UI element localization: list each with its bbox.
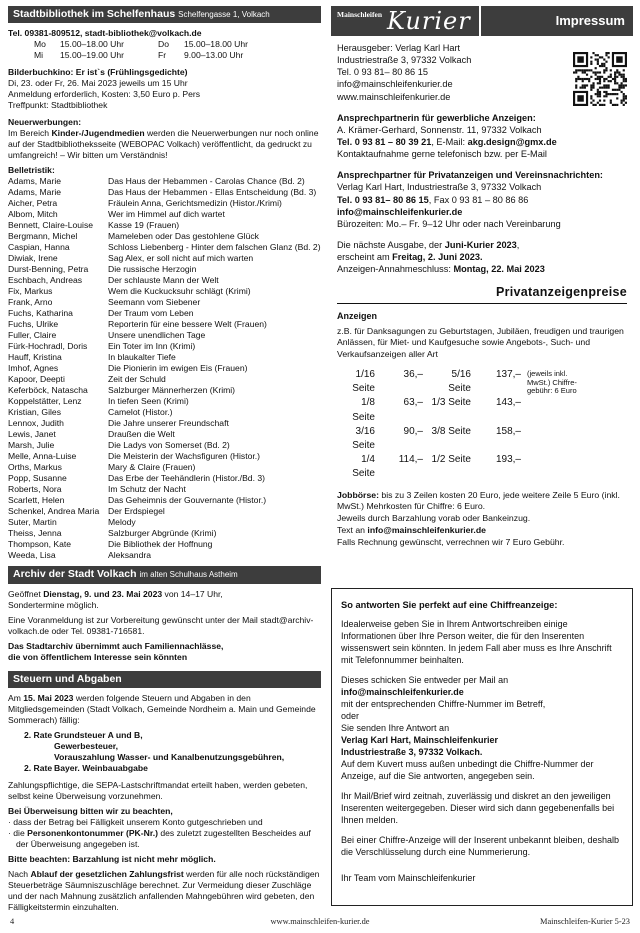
taxes-intro: Am 15. Mai 2023 werden folgende Steuern und Abgaben in den Mitgliedsgemeinden (Stadt Volkach, Gemeinde Nordheim a. Main und Gemeinde Sommerach) fällig: xyxy=(8,693,316,726)
taxes-cash-note: Bitte beachten: Barzahlung ist nicht mehr möglich. xyxy=(8,854,216,865)
book-title: Aleksandra xyxy=(108,550,151,561)
book-author: Suter, Martin xyxy=(8,517,57,528)
book-title: Wer im Himmel auf dich wartet xyxy=(108,209,225,220)
library-hours xyxy=(8,39,321,61)
price-value: 143,– xyxy=(495,397,521,409)
price-value: 193,– xyxy=(495,454,521,466)
book-title: Das Erbe der Teehändlerin (Histor./Bd. 3) xyxy=(108,473,265,484)
fiction-heading: Belletristik: xyxy=(8,165,55,176)
book-author: Adams, Marie xyxy=(8,176,62,187)
tax-rate-1: 2. Rate Grundsteuer A und B, Gewerbesteuer, Vorauszahlung Wasser- und Kanalbenutzungsgebühren, xyxy=(24,730,285,763)
kids-event-details xyxy=(8,78,321,111)
book-title: Die Jahre unserer Freundschaft xyxy=(108,418,229,429)
book-author: Roberts, Nora xyxy=(8,484,62,495)
footer-url[interactable]: www.mainschleifen-kurier.de xyxy=(270,917,370,926)
price-size: 3/16 Seite xyxy=(352,425,375,452)
book-author: Durst-Benning, Petra xyxy=(8,264,89,275)
archive-note-1: Das Stadtarchiv übernimmt auch Familiennachlässe, xyxy=(8,640,224,651)
book-title: Das Geheimnis der Gouvernante (Histor.) xyxy=(108,495,267,506)
price-table xyxy=(337,368,627,482)
archive-header xyxy=(8,566,321,583)
new-acquisitions-text: Im Bereich Kinder-/Jugendmedien werden die Neuerwerbungen nur noch online auf der Stadtbibliotheksseite (WEBOPAC Volkach) veröffentlicht, da gedruckt zu umfangreich! – Wir bitten um Verständnis! xyxy=(8,128,319,161)
kids-event-title: Bilderbuchkino: Er ist`s (Frühlingsgedichte) xyxy=(8,67,188,78)
book-title: Schloss Liebenberg - Hinter dem falschen Glanz (Bd. 2) xyxy=(108,242,321,253)
price-size: 1/8 Seite xyxy=(352,397,375,423)
book-author: Lennox, Judith xyxy=(8,418,64,429)
book-author: Popp, Susanne xyxy=(8,473,67,484)
book-title: Mary & Claire (Frauen) xyxy=(108,462,196,473)
book-author: Scarlett, Helen xyxy=(8,495,65,506)
archive-title: Archiv der Stadt Volkach xyxy=(13,568,137,581)
book-author: Imhof, Agnes xyxy=(8,363,59,374)
taxes-bullet: · dass der Betrag bei Fälligkeit unserem Konto gutgeschrieben und xyxy=(8,817,263,828)
private-ads xyxy=(331,310,633,548)
book-title: In tiefen Seen (Krimi) xyxy=(108,396,189,407)
chiffre-p3: Ihr Mail/Brief wird zeitnah, zuverlässig und diskret an den jeweiligen Inserenten weitergegeben. Dieser wird sich dann gegebenenfalls bei Ihnen melden. xyxy=(341,790,615,825)
book-author: Lewis, Janet xyxy=(8,429,56,440)
hours-cell: 15.00–19.00 Uhr xyxy=(60,50,125,61)
footer-issue: Mainschleifen-Kurier 5-23 xyxy=(540,917,630,926)
book-author: Kristian, Giles xyxy=(8,407,62,418)
book-author: Melle, Anna-Luise xyxy=(8,451,77,462)
book-author: Bergmann, Michel xyxy=(8,231,78,242)
book-author: Schenkel, Andrea Maria xyxy=(8,506,100,517)
tax-rate-2: 2. Rate Bayer. Weinbauabgabe xyxy=(24,763,148,774)
book-author: Fuller, Claire xyxy=(8,330,57,341)
kids-event-line: Anmeldung erforderlich, Kosten: 3,50 Euro p. Pers xyxy=(8,89,201,100)
library-header xyxy=(8,6,321,23)
book-author: Marsh, Julie xyxy=(8,440,55,451)
book-author: Orths, Markus xyxy=(8,462,62,473)
archive-opening: Geöffnet Dienstag, 9. und 23. Mai 2023 von 14–17 Uhr, xyxy=(8,588,223,599)
hours-cell: Do xyxy=(158,39,169,50)
book-title: Kasse 19 (Frauen) xyxy=(108,220,180,231)
price-value: 158,– xyxy=(495,425,521,437)
hours-cell: 15.00–18.00 Uhr xyxy=(184,39,249,50)
commercial-ads-contact: Ansprechpartnerin für gewerbliche Anzeigen: A. Krämer-Gerhard, Sonnenstr. 11, 97332 Volkach Tel. 0 93 81 – 80 39 21, E-Mail: akg.design@gmx.de Kontaktaufnahme gerne telefonisch bzw. per E-Mail xyxy=(337,112,557,160)
taxes-title: Steuern und Abgaben xyxy=(13,672,122,685)
library-contact: Tel. 09381-809512, stadt-bibliothek@volkach.de xyxy=(8,28,202,39)
archive-special: Sondertermine möglich. xyxy=(8,599,99,610)
book-title: Die Bibliothek der Hoffnung xyxy=(108,539,213,550)
price-value: 36,– xyxy=(403,369,423,381)
book-title: Die Pionierin im ewigen Eis (Frauen) xyxy=(108,363,248,374)
kurier-logo: Mainschleifen Kurier xyxy=(331,6,479,36)
publisher-block: Herausgeber: Verlag Karl Hart Industriestraße 3, 97332 Volkach Tel. 0 93 81– 80 86 15 info@mainschleifenkurier.de www.mainschleifenkurier.de xyxy=(337,43,472,102)
ads-description: z.B. für Danksagungen zu Geburtstagen, Jubiläen, freudigen und traurigen Anlässen, für Miet- und Kaufgesuche sowie Angebots-, Such- und Verkaufsanzeigen aller Art xyxy=(337,325,624,360)
book-title: Draußen die Welt xyxy=(108,429,175,440)
book-author: Diwiak, Irene xyxy=(8,253,58,264)
price-size: 1/4 Seite xyxy=(352,454,375,480)
book-title: Salzburger Männerherzen (Krimi) xyxy=(108,385,236,396)
send-text: Text an info@mainschleifenkurier.de xyxy=(337,525,486,536)
taxes-deadline: Nach Ablauf der gesetzlichen Zahlungsfrist werden für alle noch rückständigen Steuerbeträge Säumniszuschläge berechnet. Zur Vermeidung dieser Zuschläge und der nach Mahnung zusätzlich anfallenden Mahngebühren wird gebeten, den Fälligkeitstermin einzuhalten. xyxy=(8,869,320,913)
book-author: Thompson, Kate xyxy=(8,539,72,550)
invoice-fee: Falls Rechnung gewünscht, verrechnen wir 7 Euro Gebühr. xyxy=(337,536,565,547)
book-title: Unsere unendlichen Tage xyxy=(108,330,206,341)
price-value: 63,– xyxy=(403,397,423,409)
library-title: Stadtbibliothek im Schelfenhaus xyxy=(13,8,176,20)
book-author: Weeda, Lisa xyxy=(8,550,56,561)
book-title: Seemann vom Siebener xyxy=(108,297,201,308)
price-value: 114,– xyxy=(398,454,423,466)
book-author: Kapoor, Deepti xyxy=(8,374,65,385)
left-column xyxy=(8,6,321,917)
right-column xyxy=(331,6,633,549)
price-size: 3/8 Seite xyxy=(431,425,471,437)
book-author: Fuchs, Ulrike xyxy=(8,319,59,330)
library-address: Schelfengasse 1, Volkach xyxy=(178,10,270,19)
book-title: Mameleben oder Das gestohlene Glück xyxy=(108,231,259,242)
price-size: 1/16 Seite xyxy=(352,369,375,395)
qr-code-icon xyxy=(573,52,627,106)
book-title: Im Schutz der Nacht xyxy=(108,484,186,495)
book-list xyxy=(8,176,321,561)
book-author: Adams, Marie xyxy=(8,187,62,198)
book-title: Die Ladys von Somerset (Bd. 2) xyxy=(108,440,230,451)
archive-subtitle: im alten Schulhaus Astheim xyxy=(139,570,238,580)
next-issue-info: Die nächste Ausgabe, der Juni-Kurier 2023, erscheint am Freitag, 2. Juni 2023. Anzeigen-Annahmeschluss: Montag, 22. Mai 2023 xyxy=(337,239,545,275)
new-acquisitions-heading: Neuerwerbungen: xyxy=(8,117,82,128)
hours-cell: Mo xyxy=(34,39,46,50)
hours-cell: Fr xyxy=(158,50,167,61)
book-title: Reporterin für eine bessere Welt (Frauen) xyxy=(108,319,267,330)
divider xyxy=(337,303,627,304)
book-title: Salzburger Abgründe (Krimi) xyxy=(108,528,217,539)
kids-event-line: Treffpunkt: Stadtbibliothek xyxy=(8,100,108,111)
taxes-transfer-head: Bei Überweisung bitten wir zu beachten, xyxy=(8,806,173,817)
book-author: Fuchs, Katharina xyxy=(8,308,73,319)
masthead xyxy=(331,6,633,36)
book-title: Wem die Kuckucksuhr schlägt (Krimi) xyxy=(108,286,251,297)
book-title: Das Haus der Hebammen - Ellas Entscheidung (Bd. 3) xyxy=(108,187,317,198)
hours-cell: 9.00–13.00 Uhr xyxy=(184,50,244,61)
book-author: Eschbach, Andreas xyxy=(8,275,83,286)
chiffre-box xyxy=(331,588,633,906)
book-title: Der Traum vom Leben xyxy=(108,308,194,319)
book-title: Melody xyxy=(108,517,136,528)
book-title: Fräulein Anna, Gerichtsmedizin (Histor./Krimi) xyxy=(108,198,282,209)
book-author: Bennett, Claire-Louise xyxy=(8,220,94,231)
book-author: Theiss, Jenna xyxy=(8,528,62,539)
book-author: Frank, Arno xyxy=(8,297,53,308)
taxes-header xyxy=(8,671,321,688)
book-title: Das Haus der Hebammen - Carolas Chance (Bd. 2) xyxy=(108,176,305,187)
archive-registration: Eine Voranmeldung ist zur Vorbereitung gewünscht unter der Mail stadt@archiv-volkach.de oder Tel. 09381-716581. xyxy=(8,614,314,636)
private-ads-contact: Ansprechpartner für Privatanzeigen und Vereinsnachrichten: Verlag Karl Hart, Industriestraße 3, 97332 Volkach Tel. 0 93 81– 80 86 15, Fax 0 93 81 – 80 86 86 info@mainschleifenkurier.de Bürozeiten: Mo.– Fr. 9–12 Uhr oder nach Vereinbarung xyxy=(337,170,603,229)
taxes-sepa: Zahlungspflichtige, die SEPA-Lastschriftmandat erteilt haben, werden gebeten, selbst keine Überweisung vorzunehmen. xyxy=(8,780,308,802)
book-author: Fürk-Hochradl, Doris xyxy=(8,341,88,352)
book-title: Sag Alex, er soll nicht auf mich warten xyxy=(108,253,254,264)
price-size: 1/2 Seite xyxy=(431,454,471,466)
price-size: 5/16 Seite xyxy=(448,369,471,395)
book-title: Die russische Herzogin xyxy=(108,264,197,275)
kids-event-line: Di, 23. oder Fr, 26. Mai 2023 jeweils um 15 Uhr xyxy=(8,78,188,89)
taxes-bullet: · die Personenkontonummer (PK-Nr.) des zuletzt zugestellten Bescheides auf der Überweisung angegeben ist. xyxy=(8,828,311,850)
book-title: Der Erdspiegel xyxy=(108,506,165,517)
book-title: In blaukalter Tiefe xyxy=(108,352,176,363)
price-value: 137,– xyxy=(495,369,521,381)
job-market: Jobbörse: bis zu 3 Zeilen kosten 20 Euro, jede weitere Zeile 5 Euro (inkl. MwSt.) Mehrkosten für Chiffre: 6 Euro. xyxy=(337,489,620,512)
ads-heading: Anzeigen xyxy=(337,311,378,322)
chiffre-signature: Ihr Team vom Mainschleifenkurier xyxy=(341,872,476,883)
price-value: 90,– xyxy=(403,425,423,437)
book-author: Koppelstätter, Lenz xyxy=(8,396,82,407)
book-title: Camelot (Histor.) xyxy=(108,407,173,418)
hours-cell: 15.00–18.00 Uhr xyxy=(60,39,125,50)
book-author: Fix, Markus xyxy=(8,286,53,297)
book-author: Keferböck, Natascha xyxy=(8,385,88,396)
book-title: Die Meisterin der Wachsfiguren (Histor.) xyxy=(108,451,261,462)
chiffre-title: So antworten Sie perfekt auf eine Chiffreanzeige: xyxy=(341,600,558,610)
archive-note-2: die von öffentlichem Interesse sein könnten xyxy=(8,651,188,662)
book-author: Aicher, Petra xyxy=(8,198,58,209)
hours-cell: Mi xyxy=(34,50,44,61)
payment-note: Jeweils durch Barzahlung vorab oder Bankeinzug. xyxy=(337,513,531,524)
private-ads-title: Privatanzeigenpreise xyxy=(495,285,627,300)
book-title: Ein Toter im Inn (Krimi) xyxy=(108,341,196,352)
book-author: Albom, Mitch xyxy=(8,209,58,220)
price-note: (jeweils inkl. MwSt.) Chiffre-gebühr: 6 Euro xyxy=(527,369,577,396)
chiffre-p4: Bei einer Chiffre-Anzeige will der Inserent unbekannt bleiben, deshalb die Verschlüsselung durch eine Nummerierung. xyxy=(341,834,620,857)
book-author: Caspian, Hanna xyxy=(8,242,70,253)
impressum-title: Impressum xyxy=(481,6,633,36)
chiffre-p2: Dieses schicken Sie entweder per Mail an info@mainschleifenkurier.de mit der entsprechenden Chiffre-Nummer im Betreff, oder Sie senden Ihre Antwort an Verlag Karl Hart, Mainschleifenkurier Industriestraße 3, 97332 Volkach. Auf dem Kuvert muss außen unbedingt die Chiffre-Nummer der Anzeige, auf die Sie antworten, angegeben sein. xyxy=(341,675,594,781)
book-title: Zeit der Schuld xyxy=(108,374,166,385)
page-number: 4 xyxy=(10,917,15,926)
book-author: Hauff, Kristina xyxy=(8,352,62,363)
chiffre-p1: Idealerweise geben Sie in Ihrem Antwortschreiben einige Informationen über Ihre Person weiter, die für den Inserenten wissenswert sein könnten. In jedem Fall aber muss es Ihre Anschrift mit Telefonnummer beinhalten. xyxy=(341,619,612,666)
price-size: 1/3 Seite xyxy=(431,397,471,409)
book-title: Der schlauste Mann der Welt xyxy=(108,275,219,286)
